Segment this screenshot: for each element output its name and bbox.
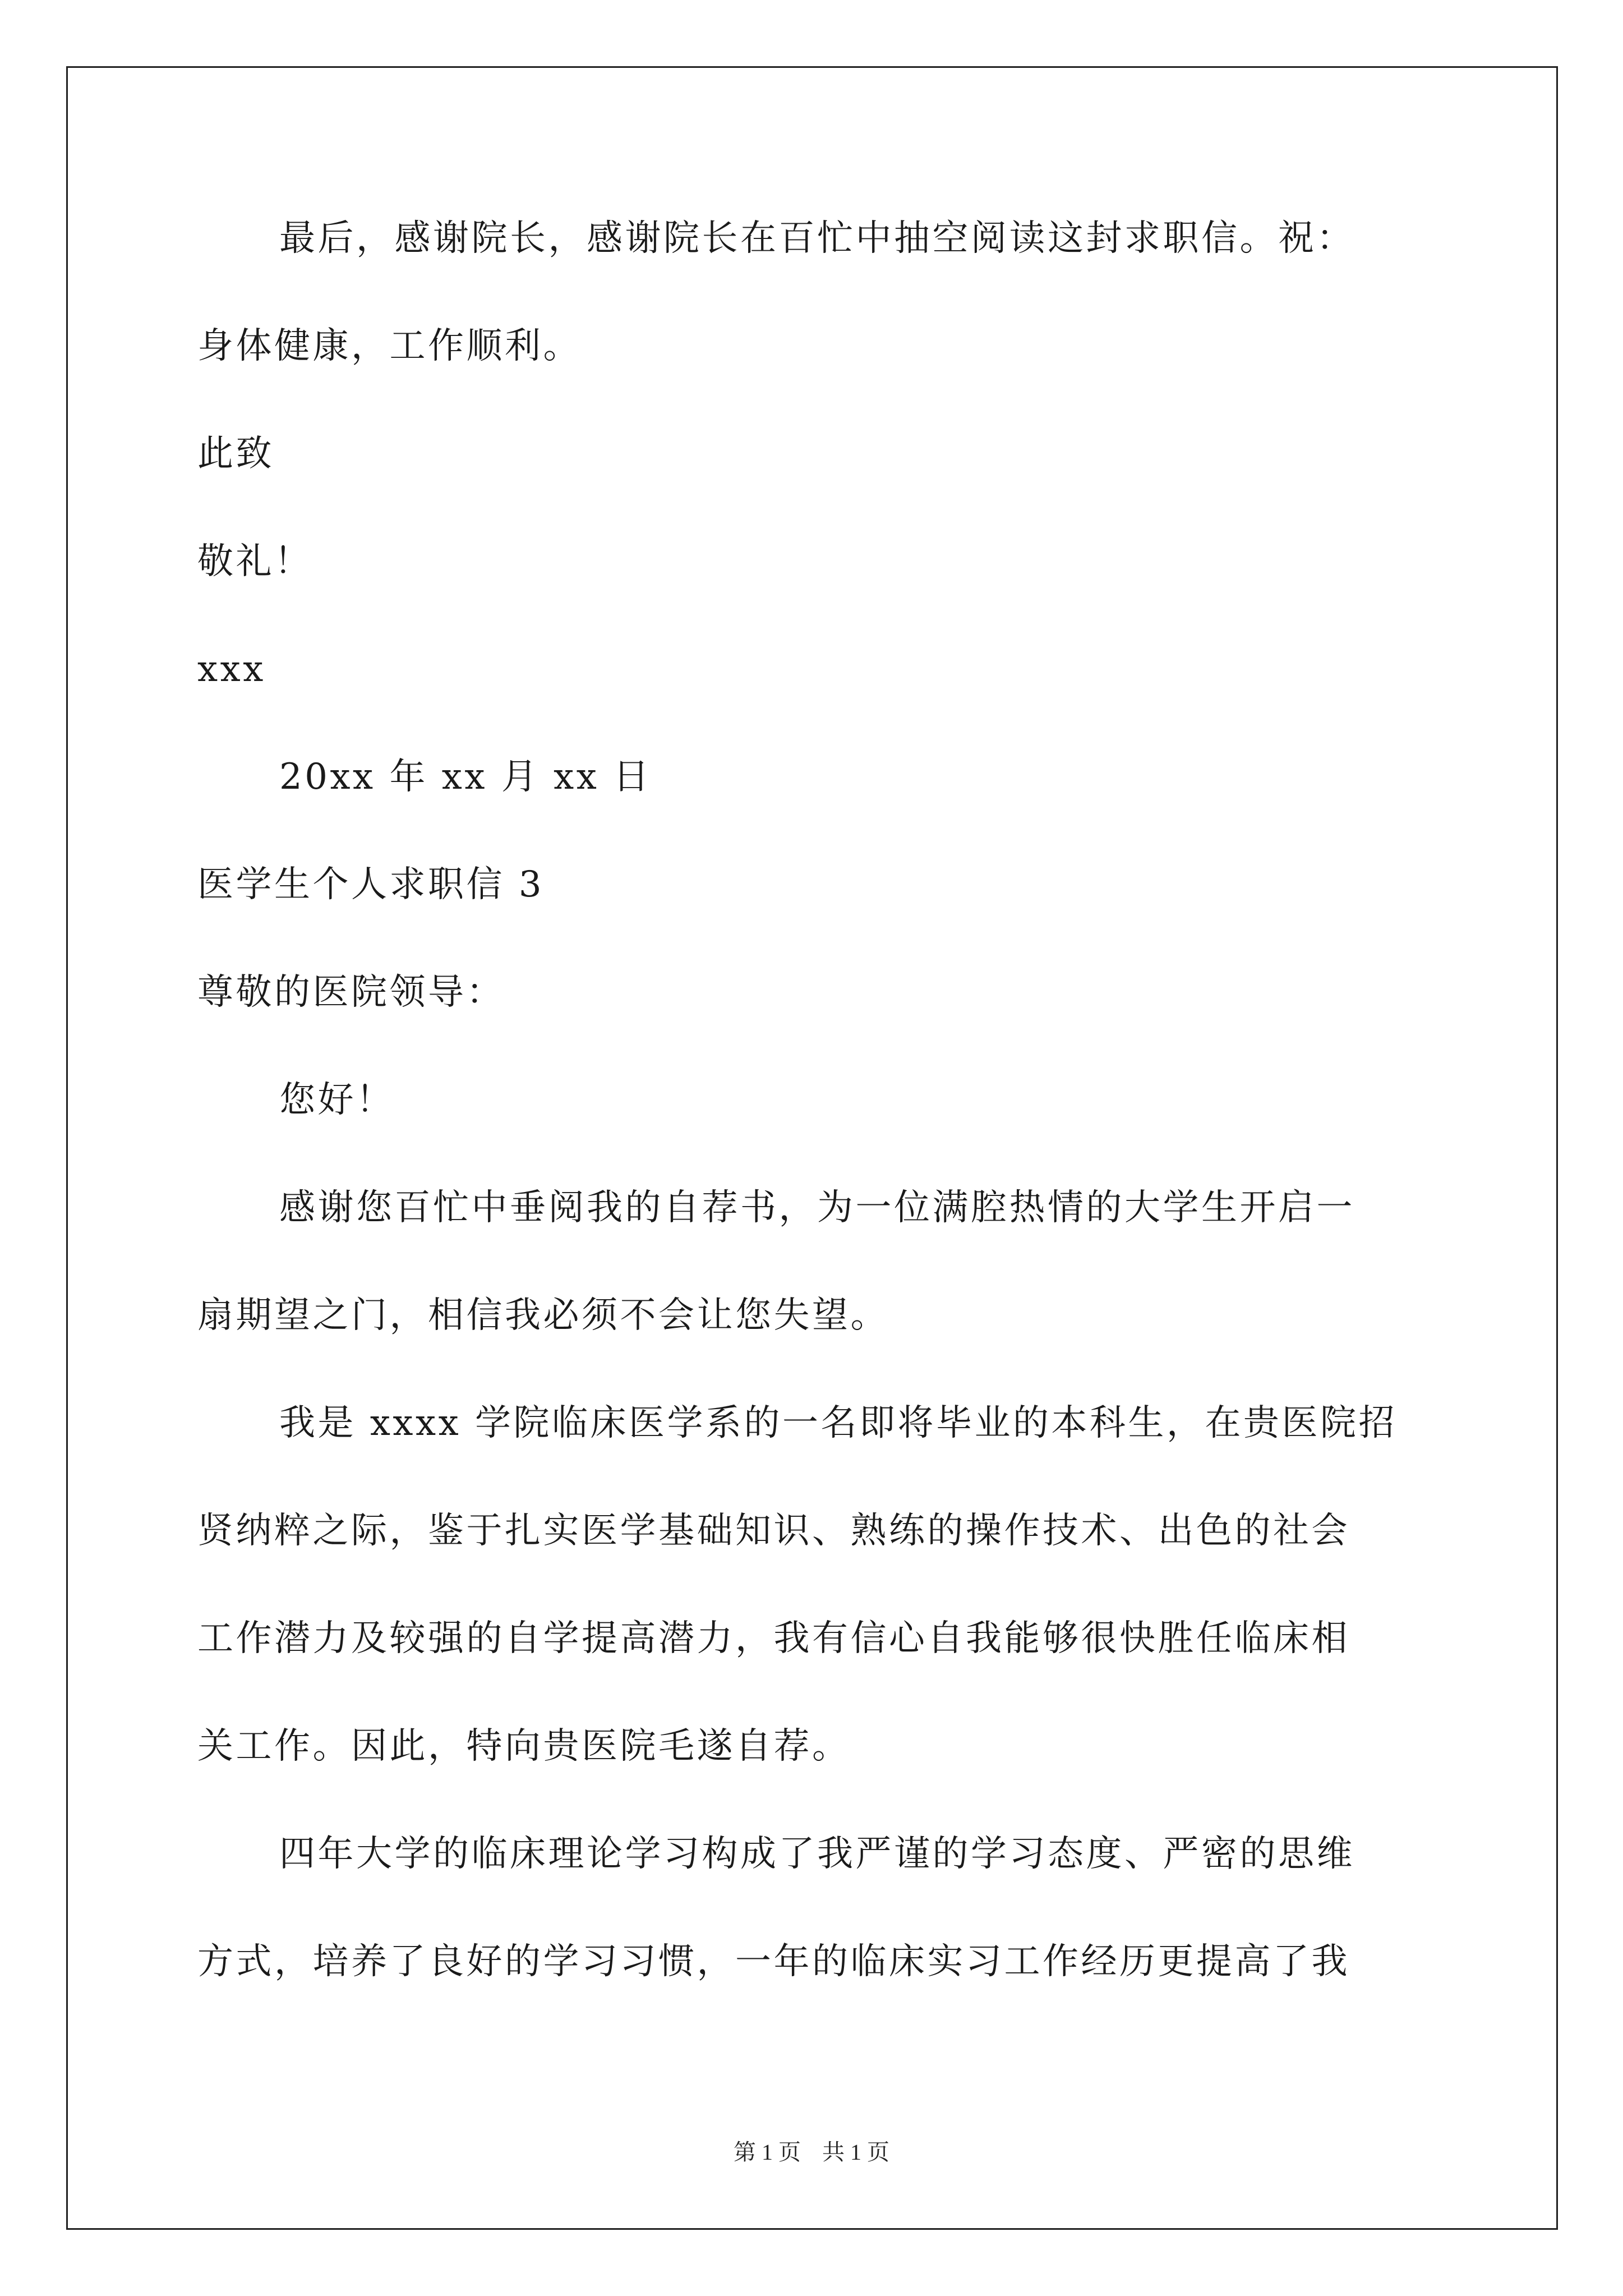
- signature-date: 20xx 年 xx 月 xx 日: [279, 756, 652, 798]
- paragraph-line: 四年大学的临床理论学习构成了我严谨的学习态度、严密的思维: [279, 1833, 1355, 1875]
- page-border: [66, 66, 1558, 2230]
- paragraph-line: 关工作。因此，特向贵医院毛遂自荐。: [197, 1726, 851, 1767]
- page-footer: [0, 2138, 1623, 2166]
- closing-line: 此致: [197, 433, 274, 475]
- paragraph-line: 扇期望之门，相信我必须不会让您失望。: [197, 1295, 889, 1336]
- salutation-line: 敬礼！: [197, 541, 313, 582]
- greeting-line: 您好！: [279, 1079, 395, 1121]
- page-number: 第 1 页: [734, 2139, 801, 2165]
- paragraph-line: 感谢您百忙中垂阅我的自荐书，为一位满腔热情的大学生开启一: [279, 1187, 1355, 1228]
- page-total: 共 1 页: [822, 2139, 889, 2165]
- greeting-line: 尊敬的医院领导：: [197, 972, 505, 1013]
- paragraph-line: 我是 xxxx 学院临床医学系的一名即将毕业的本科生，在贵医院招: [279, 1402, 1398, 1444]
- paragraph-line: 方式，培养了良好的学习习惯，一年的临床实习工作经历更提高了我: [197, 1941, 1350, 1982]
- section-title: 医学生个人求职信 3: [197, 864, 545, 905]
- paragraph-line: 最后，感谢院长，感谢院长在百忙中抽空阅读这封求职信。祝：: [279, 218, 1355, 259]
- signature-name: xxx: [197, 648, 266, 690]
- paragraph-line: 工作潜力及较强的自学提高潜力，我有信心自我能够很快胜任临床相: [197, 1618, 1350, 1659]
- paragraph-line: 贤纳粹之际，鉴于扎实医学基础知识、熟练的操作技术、出色的社会: [197, 1510, 1350, 1552]
- paragraph-line: 身体健康，工作顺利。: [197, 325, 582, 367]
